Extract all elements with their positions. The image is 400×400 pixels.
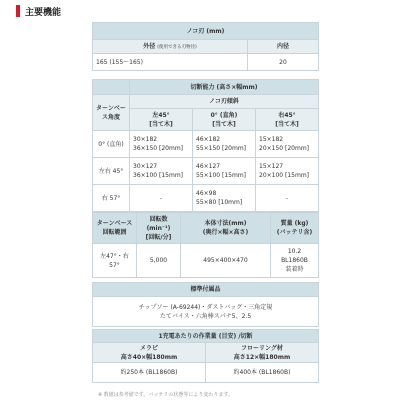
outer-diameter-header — [93, 40, 248, 54]
specs-table — [92, 212, 319, 278]
weight-value-line: BL1860B — [281, 257, 308, 264]
table-row — [93, 158, 319, 185]
saw-blade-table — [92, 22, 319, 71]
cutting-corner — [93, 80, 130, 95]
outer-diameter-note: (使用できる刃物径) — [157, 44, 197, 50]
dimensions-value: 495×400×470 — [181, 244, 271, 278]
capacity-line: 55×100 [15mm] — [196, 172, 247, 179]
saw-blade-title: ノコ刃 (mm) — [93, 23, 319, 40]
tilt-col-sub: [当て木] — [149, 120, 173, 128]
turn-range-header: ターンベース回転範囲 — [93, 213, 137, 244]
rpm-header-line: 回転数 — [149, 215, 168, 223]
turn-base-angle-header: ターンベース角度 — [93, 95, 130, 131]
capacity-line: 46×182 — [196, 136, 221, 143]
turn-range-value: 左47°・右57° — [93, 244, 137, 278]
weight-value — [271, 244, 319, 278]
workload-item-size: 高さ40×幅180mm — [120, 353, 178, 361]
tilt-col-label: 左45° — [152, 111, 170, 119]
capacity-cell — [256, 131, 319, 158]
capacity-cell — [193, 158, 256, 185]
heading-marker — [16, 5, 20, 17]
cutting-title: 切断能力 (高さ×幅mm) — [130, 80, 319, 95]
rpm-header-line: [回転/分] — [145, 233, 172, 241]
accessories-list — [93, 297, 319, 327]
weight-header-line: (バッテリ含) — [276, 229, 313, 236]
capacity-line: 15×127 — [259, 163, 284, 170]
table-row — [93, 185, 319, 212]
dimensions-header-line: (奥行×幅×高さ) — [202, 229, 249, 236]
table-row — [93, 244, 319, 278]
workload-item-header — [93, 343, 206, 363]
inner-diameter-value: 20 — [248, 54, 319, 71]
workload-value: 約400本 (BL1860B) — [206, 363, 319, 383]
tilt-col-left45 — [130, 109, 193, 131]
tilt-col-sub: [当て木] — [275, 120, 299, 128]
tilt-col-label: 右45° — [278, 111, 296, 119]
tilt-col-label: 0° (直角) — [210, 111, 238, 119]
section-heading-text: 主要機能 — [25, 7, 62, 18]
capacity-cell — [193, 131, 256, 158]
accessories-title: 標準付属品 — [93, 283, 319, 297]
capacity-line: 46×98 — [196, 190, 217, 197]
workload-item-size: 高さ12×幅180mm — [233, 353, 291, 361]
table-row — [93, 363, 319, 383]
rpm-header-line: (min⁻¹) — [146, 224, 171, 232]
workload-title: 1充電あたりの作業量 (目安) /切断 — [93, 330, 319, 343]
workload-item-header — [206, 343, 319, 363]
capacity-cell — [130, 158, 193, 185]
angle-cell: 0° (直角) — [93, 131, 130, 158]
capacity-line: 20×150 [20mm] — [259, 145, 310, 152]
tilt-col-0 — [193, 109, 256, 131]
accessories-table — [92, 282, 319, 327]
capacity-cell — [193, 185, 256, 212]
table-row — [93, 131, 319, 158]
weight-header — [271, 213, 319, 244]
weight-value-line: 10.2 — [287, 248, 302, 255]
workload-table — [92, 329, 319, 383]
capacity-line: 30×182 — [133, 136, 158, 143]
capacity-line: 55×150 [20mm] — [196, 145, 247, 152]
tilt-col-sub: [当て木] — [212, 120, 236, 128]
section-heading — [16, 4, 61, 18]
outer-diameter-value: 165 (155～165) — [93, 54, 248, 71]
cutting-capacity-table — [92, 79, 319, 212]
workload-item-name: メラピ — [139, 344, 158, 352]
inner-diameter-header: 内径 — [248, 40, 319, 54]
tilt-col-right45 — [256, 109, 319, 131]
blade-tilt-header: ノコ刃傾斜 — [130, 95, 319, 109]
capacity-cell: - — [130, 185, 193, 212]
capacity-cell: - — [256, 185, 319, 212]
footnote: ※ 数値は参考値です。バッテリの状態等により変わります。 — [98, 392, 233, 398]
angle-cell: 左右 45° — [93, 158, 130, 185]
weight-value-line: 装着時 — [285, 266, 304, 273]
capacity-line: 55×80 [10mm] — [196, 199, 243, 206]
capacity-cell — [130, 131, 193, 158]
capacity-line: 30×127 — [133, 163, 158, 170]
capacity-line: 20×100 [15mm] — [259, 172, 310, 179]
dimensions-header — [181, 213, 271, 244]
outer-diameter-label: 外径 — [143, 42, 156, 50]
capacity-line: 46×127 — [196, 163, 221, 170]
angle-cell: 右 57° — [93, 185, 130, 212]
capacity-line: 15×182 — [259, 136, 284, 143]
rpm-header — [137, 213, 181, 244]
accessories-line: チップソー (A-69244)・ダストバッグ・三角定規 — [138, 303, 273, 311]
weight-header-line: 質量 (kg) — [280, 220, 309, 227]
capacity-line: 36×150 [20mm] — [133, 145, 184, 152]
dimensions-header-line: 本体寸法(mm) — [204, 220, 247, 227]
workload-item-name: フローリング材 — [241, 344, 283, 352]
accessories-line: たてバイス・六角棒スパナ5、2.5 — [159, 312, 252, 320]
capacity-line: 36×100 [15mm] — [133, 172, 184, 179]
rpm-value: 5,000 — [137, 244, 181, 278]
workload-value: 約250本 (BL1860B) — [93, 363, 206, 383]
capacity-cell — [256, 158, 319, 185]
